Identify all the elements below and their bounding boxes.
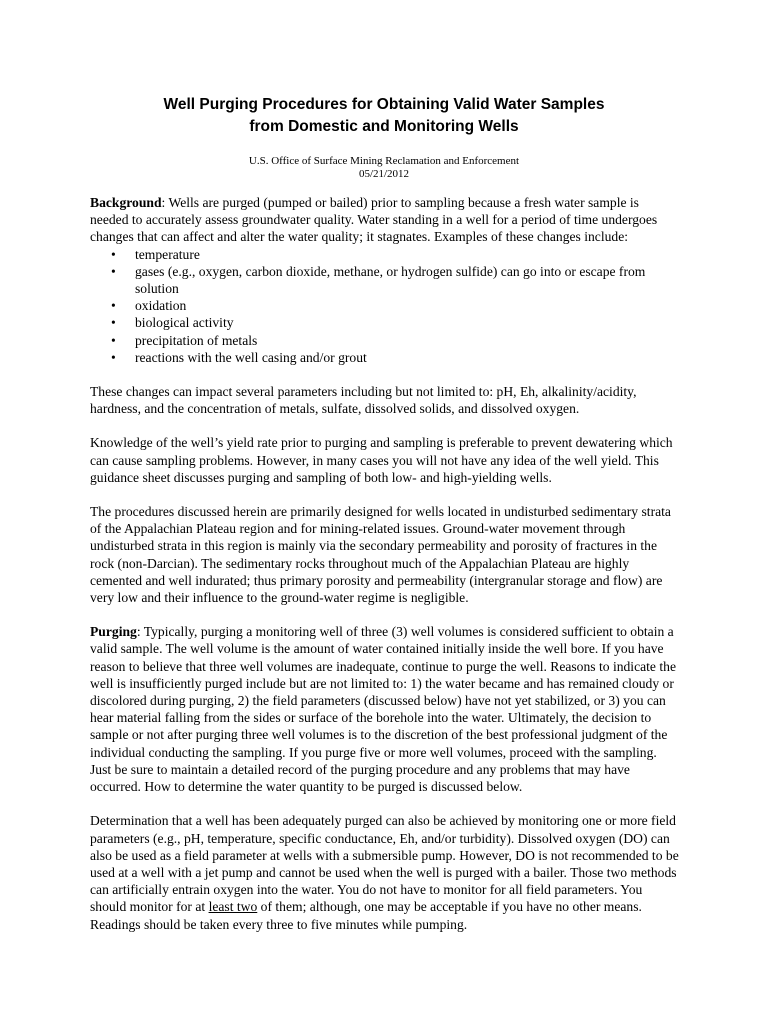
document-date: 05/21/2012 bbox=[358, 168, 410, 180]
bullet-icon: • bbox=[111, 298, 116, 314]
document-subtitle bbox=[0, 155, 768, 181]
yield-paragraph: Knowledge of the well’s yield rate prior to purging and sampling is preferable to prevent dewatering which can cause sampling problems. However, in many cases you will not have any idea of the well yield. This guidance sheet discusses purging and sampling of both low- and high-yielding wells. bbox=[90, 435, 673, 485]
background-text: : Wells are purged (pumped or bailed) prior to sampling because a fresh water sample is needed to accurately assess groundwater quality. Water standing in a well for a period of time undergoes changes that can affect and alter the water quality; it stagnates. Examples of these changes include: bbox=[90, 195, 658, 245]
list-item bbox=[90, 314, 680, 331]
bullet-icon: • bbox=[111, 263, 116, 279]
bullet-icon: • bbox=[111, 246, 116, 262]
bullet-icon: • bbox=[111, 349, 116, 365]
list-item bbox=[90, 263, 680, 297]
changes-list bbox=[90, 246, 680, 366]
background-heading: Background bbox=[90, 195, 162, 210]
bullet-icon: • bbox=[111, 315, 116, 331]
list-item-text: gases (e.g., oxygen, carbon dioxide, methane, or hydrogen sulfide) can go into or escape from solution bbox=[135, 263, 646, 297]
determination-text-after: of them; although, one may be acceptable if you have no other means. Readings should be taken every three to five minutes while pumping. bbox=[90, 899, 642, 932]
purging-text: : Typically, purging a monitoring well of three (3) well volumes is considered sufficient to obtain a valid sample. The well volume is the amount of water contained initially inside the well bore. If you have reason to believe that three well volumes are inadequate, continue to purge the well. Reasons to indicate the well is insufficiently purged include but are not limited to: 1) the water became and has remained cloudy or discolored during purging, 2) the field parameters (discussed below) have not yet stabilized, or 3) you can hear material falling from the sides or surface of the borehole into the water. Ultimately, the decision to sample or not after purging three well volumes is to the discretion of the best professional judgment of the individual conducting the sampling. If you purge five or more well volumes, proceed with the sampling. Just be sure to maintain a detailed record of the purging procedure and any problems that may have occurred. How to determine the water quantity to be purged is discussed below. bbox=[90, 624, 676, 795]
background-section bbox=[90, 194, 680, 366]
scope-paragraph: The procedures discussed herein are primarily designed for wells located in undisturbed sedimentary strata of the Appalachian Plateau region and for mining-related issues. Ground-water movement through undisturbed strata in this region is mainly via the secondary permeability and porosity of fractures in the rock (non-Darcian). The sedimentary rocks throughout much of the Appalachian Plateau are highly cemented and well indurated; thus primary porosity and permeability (intergranular storage and flow) are very low and their influence to the ground-water regime is negligible. bbox=[90, 504, 671, 606]
list-item-text: biological activity bbox=[135, 315, 234, 331]
purging-paragraph bbox=[90, 623, 680, 795]
underlined-emphasis: least two bbox=[208, 899, 258, 915]
list-item bbox=[90, 349, 680, 366]
parameters-paragraph: These changes can impact several parameters including but not limited to: pH, Eh, alkalinity/acidity, hardness, and the concentration of metals, sulfate, dissolved solids, and dissolved oxygen. bbox=[90, 384, 637, 417]
list-item-text: temperature bbox=[135, 246, 200, 262]
list-item-text: reactions with the well casing and/or grout bbox=[135, 349, 367, 365]
background-paragraph bbox=[90, 194, 680, 246]
list-item-text: precipitation of metals bbox=[135, 332, 258, 348]
list-item bbox=[90, 246, 680, 263]
agency-name: U.S. Office of Surface Mining Reclamation and Enforcement bbox=[248, 155, 520, 167]
document-body bbox=[90, 194, 680, 950]
determination-paragraph bbox=[90, 812, 680, 932]
determination-text-before: Determination that a well has been adequately purged can also be achieved by monitoring one or more field parameters (e.g., pH, temperature, specific conductance, Eh, and/or turbidity). Dissolved oxygen (DO) can also be used as a field parameter at wells with a submersible pump. However, DO is not recommended to be used at a well with a jet pump and cannot be used when the well is purged with a bailer. Those two methods can artificially entrain oxygen into the water. You do not have to monitor for all field parameters. You should monitor for at bbox=[90, 813, 679, 915]
title-line-1: Well Purging Procedures for Obtaining Valid Water Samples bbox=[163, 96, 605, 113]
document-title bbox=[0, 94, 768, 138]
list-item bbox=[90, 332, 680, 349]
bullet-icon: • bbox=[111, 332, 116, 348]
list-item-text: oxidation bbox=[135, 298, 187, 314]
purging-heading: Purging bbox=[90, 624, 137, 640]
title-line-2: from Domestic and Monitoring Wells bbox=[249, 118, 519, 135]
list-item bbox=[90, 297, 680, 314]
